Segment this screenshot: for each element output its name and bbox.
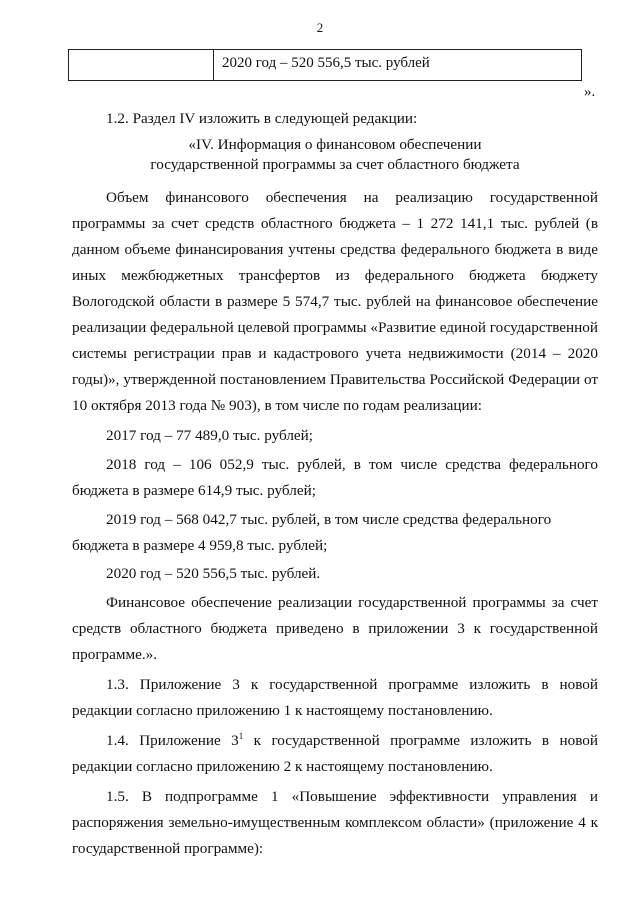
year-2019-line-2: бюджета в размере 4 959,8 тыс. рублей; [72,537,328,554]
year-2017-line: 2017 год – 77 489,0 тыс. рублей; [106,427,314,444]
main-paragraph-line: Вологодской области в размере 5 574,7 тыс. рублей на финансовое обеспечение [72,293,598,310]
item-1-3-line-1: 1.3. Приложение 3 к государственной программе изложить в новой [106,676,598,693]
item-1-4-line-1 [106,731,598,751]
page-number: 2 [316,20,324,35]
table-cell-year-2020: 2020 год – 520 556,5 тыс. рублей [222,55,430,71]
main-paragraph-line: Объем финансового обеспечения на реализацию государственной [106,189,598,206]
financing-paragraph-line: Финансовое обеспечение реализации государственной программы за счет [106,594,598,611]
item-1-4-text: 1.4. Приложение 3 [106,732,239,749]
financing-paragraph-line: средств областного бюджета приведено в приложении 3 к государственной [72,620,598,637]
closing-quote: ». [584,84,596,100]
section-heading-line-1: «IV. Информация о финансовом обеспечении [188,136,482,153]
financing-paragraph-line: программе.». [72,646,158,663]
funding-table-row [68,49,582,81]
year-2020-line: 2020 год – 520 556,5 тыс. рублей. [106,565,321,582]
section-1-2: 1.2. Раздел IV изложить в следующей редакции: [106,110,418,127]
item-1-3-line-2: редакции согласно приложению 1 к настоящему постановлению. [72,702,493,719]
year-2018-line-2: бюджета в размере 614,9 тыс. рублей; [72,482,316,499]
main-paragraph-line: годы)», утвержденной постановлением Правительства Российской Федерации от [72,371,598,388]
main-paragraph-line: реализации федеральной целевой программы «Развитие единой государственной [72,319,599,336]
table-cell-empty [69,50,214,80]
item-1-5-line-3: государственной программе): [72,840,264,857]
main-paragraph-line: программы за счет средств областного бюджета – 1 272 141,1 тыс. рублей (в [72,215,598,232]
main-paragraph-line: данном объеме финансирования учтены средства федерального бюджета в виде [72,241,598,258]
year-2019-line: 2019 год – 568 042,7 тыс. рублей, в том числе средства федерального [106,511,552,528]
superscript-1: 1 [238,731,244,741]
main-paragraph-line: системы регистрации прав и кадастрового учета недвижимости (2014 – 2020 [72,345,598,362]
item-1-5-line-1: 1.5. В подпрограмме 1 «Повышение эффективности управления и [106,788,598,805]
year-2018-line: 2018 год – 106 052,9 тыс. рублей, в том числе средства федерального [106,456,598,473]
item-1-5-line-2: распоряжения земельно-имущественным комплексом области» (приложение 4 к [72,814,598,831]
section-heading-line-2: государственной программы за счет областного бюджета [150,156,520,173]
item-1-4-text-rest: к государственной программе изложить в новой [243,732,599,749]
main-paragraph-line: 10 октября 2013 года № 903), в том числе по годам реализации: [72,397,483,414]
main-paragraph-line: иных межбюджетных трансфертов из федерального бюджета бюджету [72,267,598,284]
item-1-4-line-2: редакции согласно приложению 2 к настоящему постановлению. [72,758,493,775]
